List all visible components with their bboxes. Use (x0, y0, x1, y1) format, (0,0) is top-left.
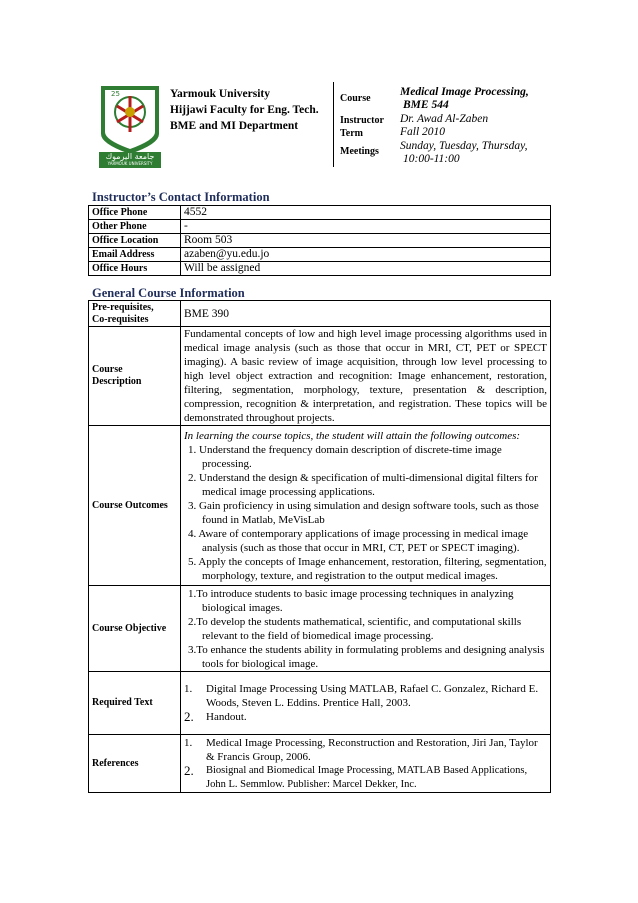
term-label: Term (340, 128, 363, 139)
table-row: Other Phone - (89, 220, 551, 234)
table-row: References 1. Medical Image Processing, Reconstruction and Restoration, Jiri Jan, Taylor & Francis Group, 2006. 2. Biosignal and Biomedical Image Processing, MATLAB Based Applications, John L. Semmlow. Publisher: Marcel Dekker, Inc. (89, 735, 551, 793)
email-link[interactable]: azaben@yu.edu.jo (181, 248, 551, 262)
instructor-value: Dr. Awad Al-Zaben (400, 113, 489, 125)
table-row: Pre-requisites, Co-requisites BME 390 (89, 301, 551, 327)
contact-table (88, 205, 551, 276)
university-block (170, 86, 319, 134)
logo-text: جامعة اليرموك YARMOUK UNIVERSITY (105, 152, 155, 166)
list-item: 2.To develop the students mathematical, scientific, and computational skills relevant to the field of biomedical image processing. (188, 615, 522, 642)
table-row: Office Hours Will be assigned (89, 262, 551, 276)
table-row: Office Phone 4552 (89, 206, 551, 220)
term-value: Fall 2010 (400, 126, 446, 138)
list-item: 1.To introduce students to basic image processing techniques in analyzing biological images. (188, 587, 514, 614)
general-section-title: General Course Information (92, 286, 245, 300)
svg-text:25: 25 (111, 90, 120, 98)
table-row: Course Outcomes In learning the course topics, the student will attain the following outcomes: 1. Understand the frequency domain description of discrete-time image processing. 2. Understand the design & specification of multi-dimensional digital filters for medical image processing applications. 3. Gain proficiency in using simulation and design software tools, such as those found in Matlab, MeVisLab 4. Aware of contemporary applications of image processing in medical image analysis (such as those that occur in MRI, CT, PET or SPECT imaging). 5. Apply the concepts of Image enhancement, restoration, filtering, segmentation, morphology, texture, and registration to the output medical images. (89, 426, 551, 586)
faculty-name: Hijjawi Faculty for Eng. Tech. (170, 104, 319, 116)
list-item: 1. Digital Image Processing Using MATLAB, Rafael C. Gonzalez, Richard E. Woods, Steven L. Eddins. Prentice Hall, 2003. (184, 683, 539, 709)
table-row: Course Description Fundamental concepts of low and high level image processing algorithms used in medical image analysis (such as those that occur in MRI, CT, PET or SPECT imaging). A basic review of image acquisition, through low level processing to high level object extraction and recognition: Image enhancement, restoration, filtering, segmentation, morphology, texture, presentation & description, compression, recognition & interpretation, and registration. These topics will be demonstrated throughout projects. (89, 327, 551, 426)
table-row: Office Location Room 503 (89, 234, 551, 248)
meetings-value: Sunday, Tuesday, Thursday, 10:00-11:00 (400, 140, 528, 165)
list-item: 1. Understand the frequency domain description of discrete-time image processing. (188, 443, 502, 470)
table-row: Email Address azaben@yu.edu.jo (89, 248, 551, 262)
list-item: 4. Aware of contemporary applications of image processing in medical image analysis (such as those that occur in MRI, CT, PET or SPECT imaging). (188, 527, 529, 554)
list-item: 5. Apply the concepts of Image enhancement, restoration, filtering, segmentation, morphology, texture, and registration to the output medical images. (188, 555, 547, 582)
list-item: 3.To enhance the students ability in formulating problems and designing analysis tools for biological image. (188, 643, 545, 670)
list-item: 3. Gain proficiency in using simulation and design software tools, such as those found in Matlab, MeVisLab (188, 499, 539, 526)
course-info-table (88, 300, 551, 793)
instructor-label: Instructor (340, 115, 384, 126)
list-item: 2. Handout. (184, 709, 247, 724)
header-divider (333, 82, 334, 167)
course-label: Course (340, 93, 371, 104)
table-row: Course Objective 1.To introduce students to basic image processing techniques in analyzing biological images. 2.To develop the students mathematical, scientific, and computational skills relevant to the field of biomedical image processing. 3.To enhance the students ability in formulating problems and designing analysis tools for biological image. (89, 586, 551, 672)
meetings-label: Meetings (340, 146, 379, 157)
list-item: 1. Medical Image Processing, Reconstruction and Restoration, Jiri Jan, Taylor & Francis Group, 2006. (184, 736, 538, 763)
list-item: 2. Understand the design & specification of multi-dimensional digital filters for medical image processing applications. (188, 471, 538, 498)
list-item: 2. Biosignal and Biomedical Image Processing, MATLAB Based Applications, John L. Semmlow. Publisher: Marcel Dekker, Inc. (184, 762, 528, 790)
university-name: Yarmouk University (170, 88, 270, 100)
course-description: Fundamental concepts of low and high level image processing algorithms used in medical image analysis (such as those that occur in MRI, CT, PET or SPECT imaging). A basic review of image acquisition, through low level processing to high level object extraction and recognition: Image enhancement, restoration, filtering, segmentation, morphology, texture, presentation & description, compression, recognition & interpretation, and registration. These topics will be demonstrated throughout projects. (181, 327, 551, 426)
course-value: Medical Image Processing, BME 544 (400, 86, 529, 111)
table-row: Required Text 1. Digital Image Processing Using MATLAB, Rafael C. Gonzalez, Richard E. Woods, Steven L. Eddins. Prentice Hall, 2003. 2. Handout. (89, 672, 551, 735)
department-name: BME and MI Department (170, 120, 299, 132)
contact-section-title: Instructor’s Contact Information (92, 190, 270, 204)
